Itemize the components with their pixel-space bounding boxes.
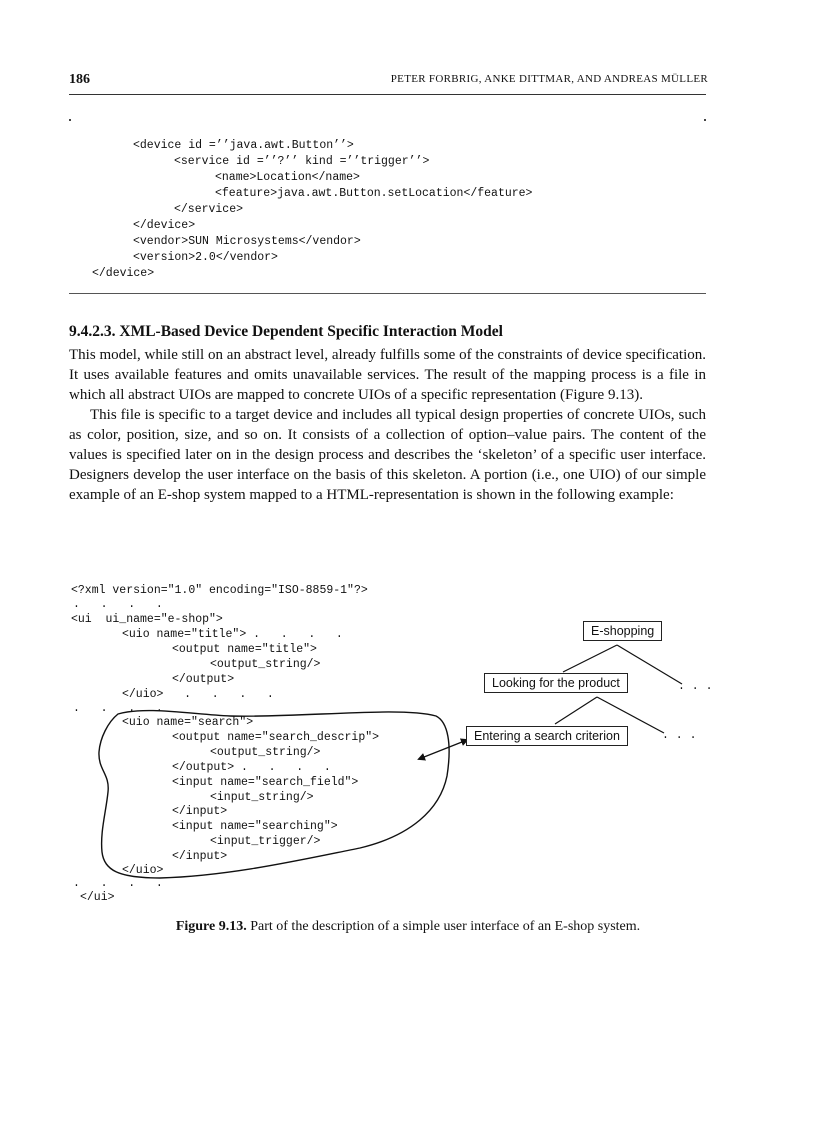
code-line: <output_string/> (210, 658, 321, 671)
code-line: <input name="searching"> (172, 820, 338, 833)
code-line: </output> (172, 673, 235, 686)
freehand-selection-loop (99, 711, 449, 878)
link-arrow (419, 740, 467, 759)
code-line: </input> (172, 850, 228, 863)
tree-node-root: E-shopping (583, 621, 662, 641)
code-line: . . . . (73, 702, 163, 715)
code-line: <service id =’’?’’ kind =’’trigger’’> (174, 155, 430, 168)
code-line: <vendor>SUN Microsystems</vendor> (133, 235, 361, 248)
code-line: <input_trigger/> (210, 835, 321, 848)
code-line: . . . . (73, 877, 163, 890)
code-line: <uio name="title"> . . . . (122, 628, 343, 641)
code-line: <?xml version="1.0" encoding="ISO-8859-1"?> (71, 584, 368, 597)
code-line: </uio> (122, 864, 164, 877)
code-line: </uio> . . . . (122, 688, 274, 701)
code-line: <feature>java.awt.Button.setLocation</feature> (215, 187, 533, 200)
code-line: <input name="search_field"> (172, 776, 359, 789)
code-line: <output_string/> (210, 746, 321, 759)
code-line: </service> (174, 203, 244, 216)
code-line: . . . . (73, 598, 163, 611)
code-line: <name>Location</name> (215, 171, 360, 184)
page-number: 186 (69, 72, 90, 87)
code-line: <output name="search_descrip"> (172, 731, 380, 744)
section-title: 9.4.2.3. XML-Based Device Dependent Specific Interaction Model (69, 323, 503, 340)
code-line: <uio name="search"> (122, 716, 254, 729)
figure-caption (0, 919, 816, 935)
tree-ellipsis: . . . (678, 680, 713, 693)
code-line: <ui ui_name="e-shop"> (71, 613, 223, 626)
tree-ellipsis: . . . (662, 729, 697, 742)
code-line: <device id =’’java.awt.Button’’> (133, 139, 354, 152)
code-line: <output name="title"> (172, 643, 317, 656)
running-header-authors: PETER FORBRIG, ANKE DITTMAR, AND ANDREAS MÜLLER (390, 73, 708, 85)
code-line: <input_string/> (210, 791, 314, 804)
code-line: </ui> (80, 891, 115, 904)
code-line: </device> (92, 267, 155, 280)
paragraph-2: This file is specific to a target device and includes all typical design properties of concrete UIOs, such as color, position, size, and so on. It consists of a collection of option–value pairs. The content of the values is specified later on in the design process and describes the ‘skeleton’ of a specific user interface. Designers develop the user interface on the basis of this skeleton. A portion (i.e., one UIO) of our simple example of an E-shop system mapped to a HTML-representation is shown in the following example: (69, 407, 706, 503)
tree-node-level2: Entering a search criterion (466, 726, 628, 746)
code-line: </device> (133, 219, 196, 232)
code-line: <version>2.0</vendor> (133, 251, 278, 264)
tree-edge (555, 697, 597, 724)
tree-edge (563, 645, 617, 672)
caption-label: Figure 9.13. (175, 919, 247, 934)
caption-text: Part of the description of a simple user interface of an E-shop system. (250, 919, 641, 934)
paragraph-1: This model, while still on an abstract level, already fulfills some of the constraints of device specification. It uses available features and omits unavailable services. The result of the mapping process is a file in which all abstract UIOs are mapped to concrete UIOs of a specific representation (Figure 9.13). (69, 347, 706, 403)
code-line: </output> . . . . (172, 761, 331, 774)
code-line: </input> (172, 805, 228, 818)
tree-node-level1: Looking for the product (484, 673, 628, 693)
